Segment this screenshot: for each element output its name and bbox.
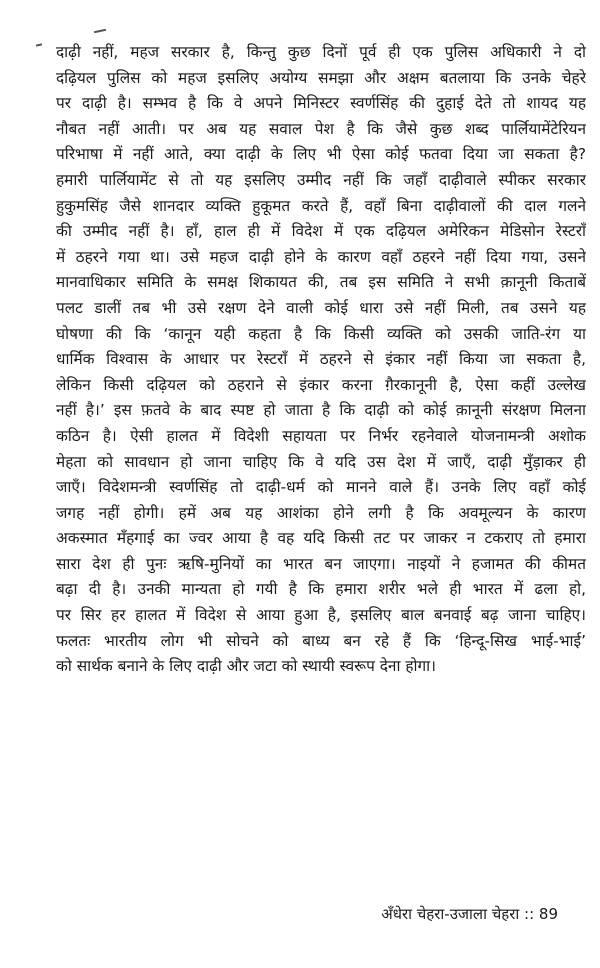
text-line: सारा देश ही पुनः ऋषि-मुनियों का भारत बन जाएगा। नाइयों ने हजामत की कीमत [56, 554, 586, 573]
text-line: अकस्मात मँहगाई का ज्वर आया है वह यदि किसी तट पर जाकर न टकराए तो हमारा [56, 529, 586, 548]
body-text [56, 40, 586, 680]
text-line: की उम्मीद नहीं है। हाँ, हाल ही में विदेश में एक दढ़ियल अमेरिकन मेडिसोन रेस्टराँ [56, 222, 586, 241]
text-line: जगह नहीं होगी। हमें अब यह आशंका होने लगी है कि अवमूल्यन के कारण [56, 503, 586, 522]
text-line: हमारी पार्लियामेंट से तो यह इसलिए उम्मीद नहीं कि जहाँ दाढ़ीवाले स्पीकर सरकार [56, 170, 586, 189]
text-line: फलतः भारतीय लोग भी सोचने को बाध्य बन रहे हैं कि ‘हिन्दू-सिख भाई-भाई’ [56, 631, 586, 650]
text-line: को सार्थक बनाने के लिए दाढ़ी और जटा को स्थायी स्वरूप देना होगा। [56, 657, 436, 676]
text-line: पलट डालीं तब भी उसे रक्षण देने वाली कोई धारा उसे नहीं मिली, तब उसने यह [56, 298, 586, 317]
scan-mark [94, 29, 106, 33]
text-line: दढ़ियल पुलिस को महज इसलिए अयोग्य समझा और अक्षम बतलाया कि उनके चेहरे [56, 68, 586, 87]
text-line: पर सिर हर हालत में विदेश से आया हुआ है, इसलिए बाल बनवाई बढ़ जाना चाहिए। [56, 606, 586, 625]
text-line: मानवाधिकार समिति के समक्ष शिकायत की, तब इस समिति ने सभी क़ानूनी किताबें [56, 273, 586, 292]
text-line: नहीं है।’ इस फ़तवे के बाद स्पष्ट हो जाता है कि दाढ़ी को कोई क़ानूनी संरक्षण मिलना [56, 401, 586, 420]
text-line: लेकिन किसी दढ़ियल को ठहराने से इंकार करना ग़ैरकानूनी है, ऐसा कहीं उल्लेख [56, 375, 586, 394]
text-line: नौबत नहीं आती। पर अब यह सवाल पेश है कि जैसे कुछ शब्द पार्लियामेंटेरियन [56, 119, 586, 138]
text-line: बढ़ा दी है। उनकी मान्यता हो गयी है कि हमारा शरीर भले ही भारत में ढला हो, [56, 580, 586, 599]
text-line: धार्मिक विश्वास के आधार पर रेस्टराँ में ठहरने से इंकार नहीं किया जा सकता है, [56, 350, 586, 369]
text-line: पर दाढ़ी है। सम्भव है कि वे अपने मिनिस्टर स्वर्णसिंह की दुहाई देते तो शायद यह [56, 94, 586, 113]
text-line: दाढ़ी नहीं, महज सरकार है, किन्तु कुछ दिनों पूर्व ही एक पुलिस अधिकारी ने दो [56, 43, 586, 61]
text-line: जाएँ। विदेशमन्त्री स्वर्णसिंह तो दाढ़ी-धर्म को मानने वाले हैं। उनके लिए वहाँ कोई [56, 478, 586, 497]
text-line: मेहता को सावधान हो जाना चाहिए कि वे यदि उस देश में जाएँ, दाढ़ी मुँड़ाकर ही [56, 452, 586, 471]
text-line: हुकुमसिंह जैसे शानदार व्यक्ति हुकूमत करते हैं, वहाँ बिना दाढ़ीवालों की दाल गलने [56, 196, 586, 215]
text-line: परिभाषा में नहीं आते, क्या दाढ़ी के लिए भी ऐसा कोई फतवा दिया जा सकता है? [56, 145, 586, 164]
text-line: घोषणा की कि ‘कानून यही कहता है कि किसी व्यक्ति को उसकी जाति-रंग या [56, 324, 586, 343]
text-line: कठिन है। ऐसी हालत में विदेशी सहायता पर निर्भर रहनेवाले योजनामन्त्री अशोक [56, 426, 586, 445]
text-line: में ठहरने गया था। उसे महज दाढ़ी होने के कारण वहाँ ठहरने नहीं दिया गया, उसने [56, 247, 586, 266]
scan-mark [36, 43, 42, 46]
running-footer: अँधेरा चेहरा-उजाला चेहरा :: 89 [381, 905, 558, 923]
